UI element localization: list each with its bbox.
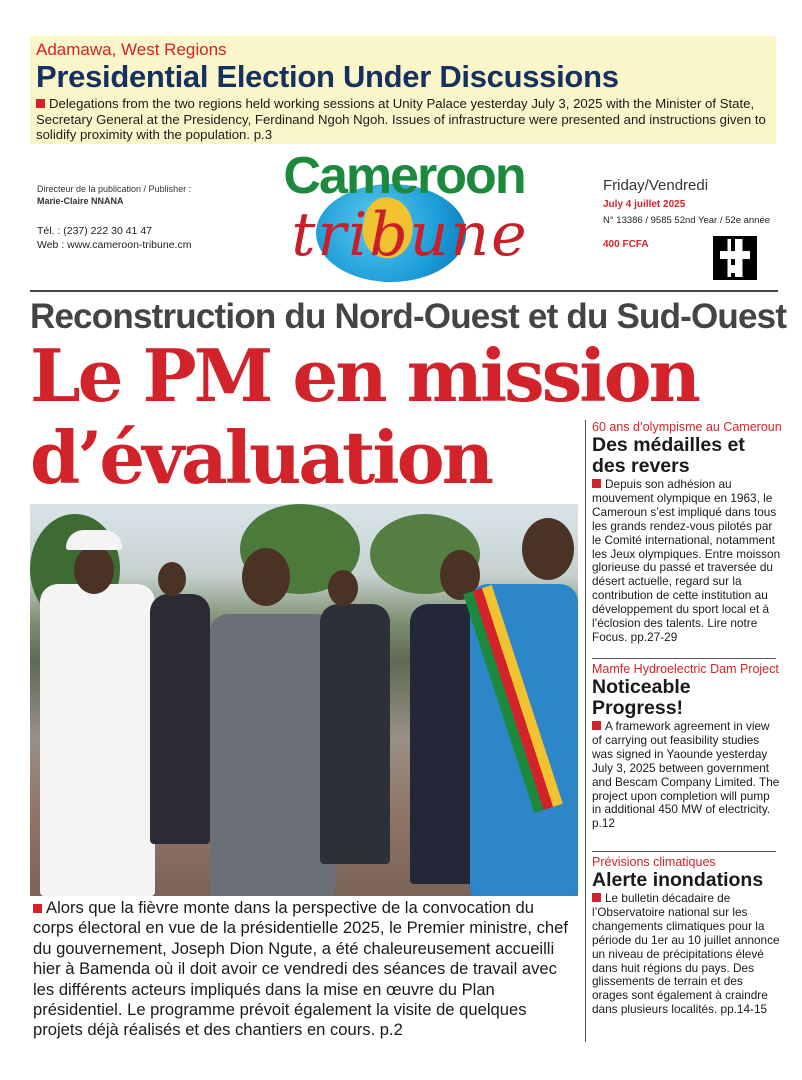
main-story-headline-line2[interactable]: d’évaluation (30, 415, 492, 500)
top-story-body (36, 96, 770, 143)
column-divider (585, 420, 586, 1042)
main-story-kicker: Reconstruction du Nord-Ouest et du Sud-Ouest (30, 297, 787, 336)
contact-phone: Tél. : (237) 222 30 41 47 (37, 225, 152, 237)
qr-code-icon[interactable] (713, 236, 757, 280)
contact-info (37, 224, 191, 252)
person-figure (210, 614, 335, 896)
sidebar-story-kicker: 60 ans d’olympisme au Cameroun (592, 420, 782, 434)
sidebar-story-title[interactable]: Noticeable Progress! (592, 676, 691, 719)
top-story-banner[interactable] (30, 36, 776, 144)
person-head (242, 548, 290, 606)
sidebar-story-floods[interactable] (592, 855, 782, 1017)
sidebar-story-body-text: Le bulletin décadaire de l’Observatoire national sur les changements climatiques pour la période du 1er au 10 juillet annonce un niveau de précipitations élevé dans huit régions du pays. Des glissements de terrain et des orages sont également à craindre dans plusieurs localités. pp.14-15 (592, 891, 780, 1017)
bullet-icon (36, 99, 45, 108)
person-head (158, 562, 186, 596)
sidebar-story-title[interactable]: Des médailles et des revers (592, 434, 745, 477)
top-story-body-text: Delegations from the two regions held working sessions at Unity Palace yesterday July 3, 2025 with the Minister of State, Secretary General at the Presidency, Ferdinand Ngoh Ngoh. Issues of infrastructure were presented and instructions given to solidify proximity with the population. p.3 (36, 96, 766, 142)
main-story-headline-line1[interactable]: Le PM en mission (30, 333, 698, 418)
bullet-icon (592, 721, 601, 730)
top-story-headline[interactable]: Presidential Election Under Discussions (36, 59, 619, 94)
cap-icon (66, 530, 122, 550)
bullet-icon (33, 904, 42, 913)
main-story-lead (33, 898, 573, 1041)
sidebar-story-title[interactable]: Alerte inondations (592, 869, 764, 891)
issue-number: N° 13386 / 9585 52nd Year / 52e année (603, 215, 771, 226)
sidebar-divider (592, 658, 776, 659)
bullet-icon (592, 479, 601, 488)
issue-price: 400 FCFA (603, 239, 649, 250)
person-head (522, 518, 574, 580)
sidebar-story-body-text: A framework agreement in view of carrying out feasibility studies was signed in Yaounde yesterday July 3, 2025 between government and Bescam Company Limited. The project upon completion will pump in additional 450 MW of electricity. p.12 (592, 719, 780, 831)
person-figure (150, 594, 210, 844)
person-figure (40, 584, 155, 896)
sidebar-story-mamfe-dam[interactable] (592, 662, 782, 831)
sidebar-story-body (592, 720, 782, 831)
main-story-photo[interactable] (30, 504, 578, 896)
sidebar-story-body-text: Depuis son adhésion au mouvement olympique en 1963, le Cameroun s’est impliqué dans tous les grands rendez-vous pilotés par le Comité international, notamment les Jeux olympiques. Entre moisson glorieuse du passé et traversée du désert actuelle, regard sur la contribution de cette institution au développement du sport local et à l’éclosion des talents. Lire notre Focus. pp.27-29 (592, 477, 781, 644)
person-figure (320, 604, 390, 864)
issue-day: Friday/Vendredi (603, 177, 709, 194)
logo-wordmark-bottom: tribune (291, 200, 529, 270)
sidebar-story-body (592, 892, 782, 1017)
publisher-name: Marie-Claire NNANA (37, 196, 124, 206)
sidebar-story-olympism[interactable] (592, 420, 782, 645)
sidebar-story-kicker: Prévisions climatiques (592, 855, 716, 869)
publisher-label: Directeur de la publication / Publisher : (37, 184, 192, 194)
sidebar-divider (592, 851, 776, 852)
top-story-region: Adamawa, West Regions (36, 40, 227, 59)
main-story-lead-text: Alors que la fièvre monte dans la perspective de la convocation du corps électoral en vue de la présidentielle 2025, le Premier ministre, chef du gouvernement, Joseph Dion Ngute, a été chaleureusement accueilli hier à Bamenda où il doit avoir ce vendredi des séances de travail avec les différents acteurs impliqués dans la mise en œuvre du Plan présidentiel. Le programme prévoit également la visite de quelques projets déjà réalisés et des chantiers en cours. p.2 (33, 898, 568, 1040)
masthead-divider (30, 290, 778, 292)
contact-web[interactable]: Web : www.cameroon-tribune.cm (37, 239, 192, 251)
logo-wordmark-top: Cameroon (283, 147, 525, 205)
sidebar-story-body (592, 478, 782, 645)
person-head (328, 570, 358, 606)
person-head (74, 546, 114, 594)
publisher-info (37, 183, 191, 207)
issue-date: July 4 juillet 2025 (603, 199, 686, 210)
sidebar-story-kicker: Mamfe Hydroelectric Dam Project (592, 662, 779, 676)
newspaper-logo[interactable] (268, 148, 540, 288)
bullet-icon (592, 893, 601, 902)
